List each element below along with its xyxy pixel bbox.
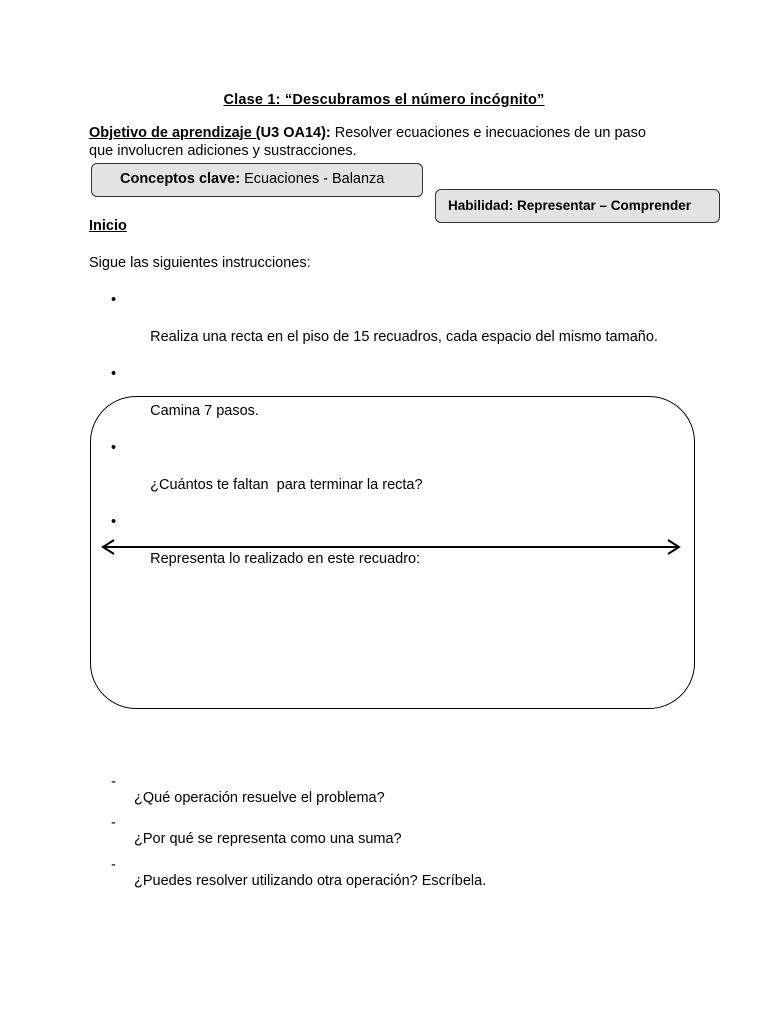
- question-text: ¿Qué operación resuelve el problema?: [134, 790, 385, 806]
- key-concepts-box: [91, 163, 423, 197]
- dash-icon: -: [111, 774, 116, 790]
- dash-icon: -: [111, 857, 116, 873]
- bullet-icon: •: [111, 440, 117, 456]
- drawing-area[interactable]: [90, 396, 695, 709]
- question-text: ¿Puedes resolver utilizando otra operación? Escríbela.: [134, 873, 487, 889]
- list-item-text: Representa lo realizado en este recuadro:: [150, 551, 421, 567]
- objective-text-line2: que involucren adiciones y sustracciones.: [89, 143, 357, 159]
- list-item-text: Realiza una recta en el piso de 15 recuadros, cada espacio del mismo tamaño.: [150, 329, 658, 345]
- number-line-svg: [91, 397, 693, 707]
- skill-text: Habilidad: Representar – Comprender: [448, 198, 692, 213]
- bullet-icon: •: [111, 292, 117, 308]
- key-concepts-label: Conceptos clave:: [120, 171, 241, 187]
- section-heading-inicio: Inicio: [89, 218, 127, 234]
- list-item: [111, 291, 658, 365]
- double-arrow-icon: [103, 540, 679, 554]
- skill-box: [435, 189, 720, 223]
- list-item: [111, 841, 487, 905]
- bullet-icon: •: [111, 366, 117, 382]
- objective-label: Objetivo de aprendizaje (: [89, 125, 261, 141]
- key-concepts-value: Ecuaciones - Balanza: [240, 171, 385, 187]
- page-title: [0, 92, 768, 108]
- bullet-icon: •: [111, 514, 117, 530]
- list-item-text: ¿Cuántos te faltan para terminar la recta?: [150, 477, 423, 493]
- instructions-intro: Sigue las siguientes instrucciones:: [89, 255, 311, 271]
- learning-objective: [89, 124, 689, 160]
- list-item-text: Camina 7 pasos.: [150, 403, 259, 419]
- objective-text-line1: Resolver ecuaciones e inecuaciones de un paso: [330, 125, 646, 141]
- dash-icon: -: [111, 815, 116, 831]
- question-text: ¿Por qué se representa como una suma?: [134, 831, 402, 847]
- page-title-text: Clase 1: “Descubramos el número incógnito”: [223, 92, 545, 108]
- objective-code: U3 OA14):: [260, 125, 331, 141]
